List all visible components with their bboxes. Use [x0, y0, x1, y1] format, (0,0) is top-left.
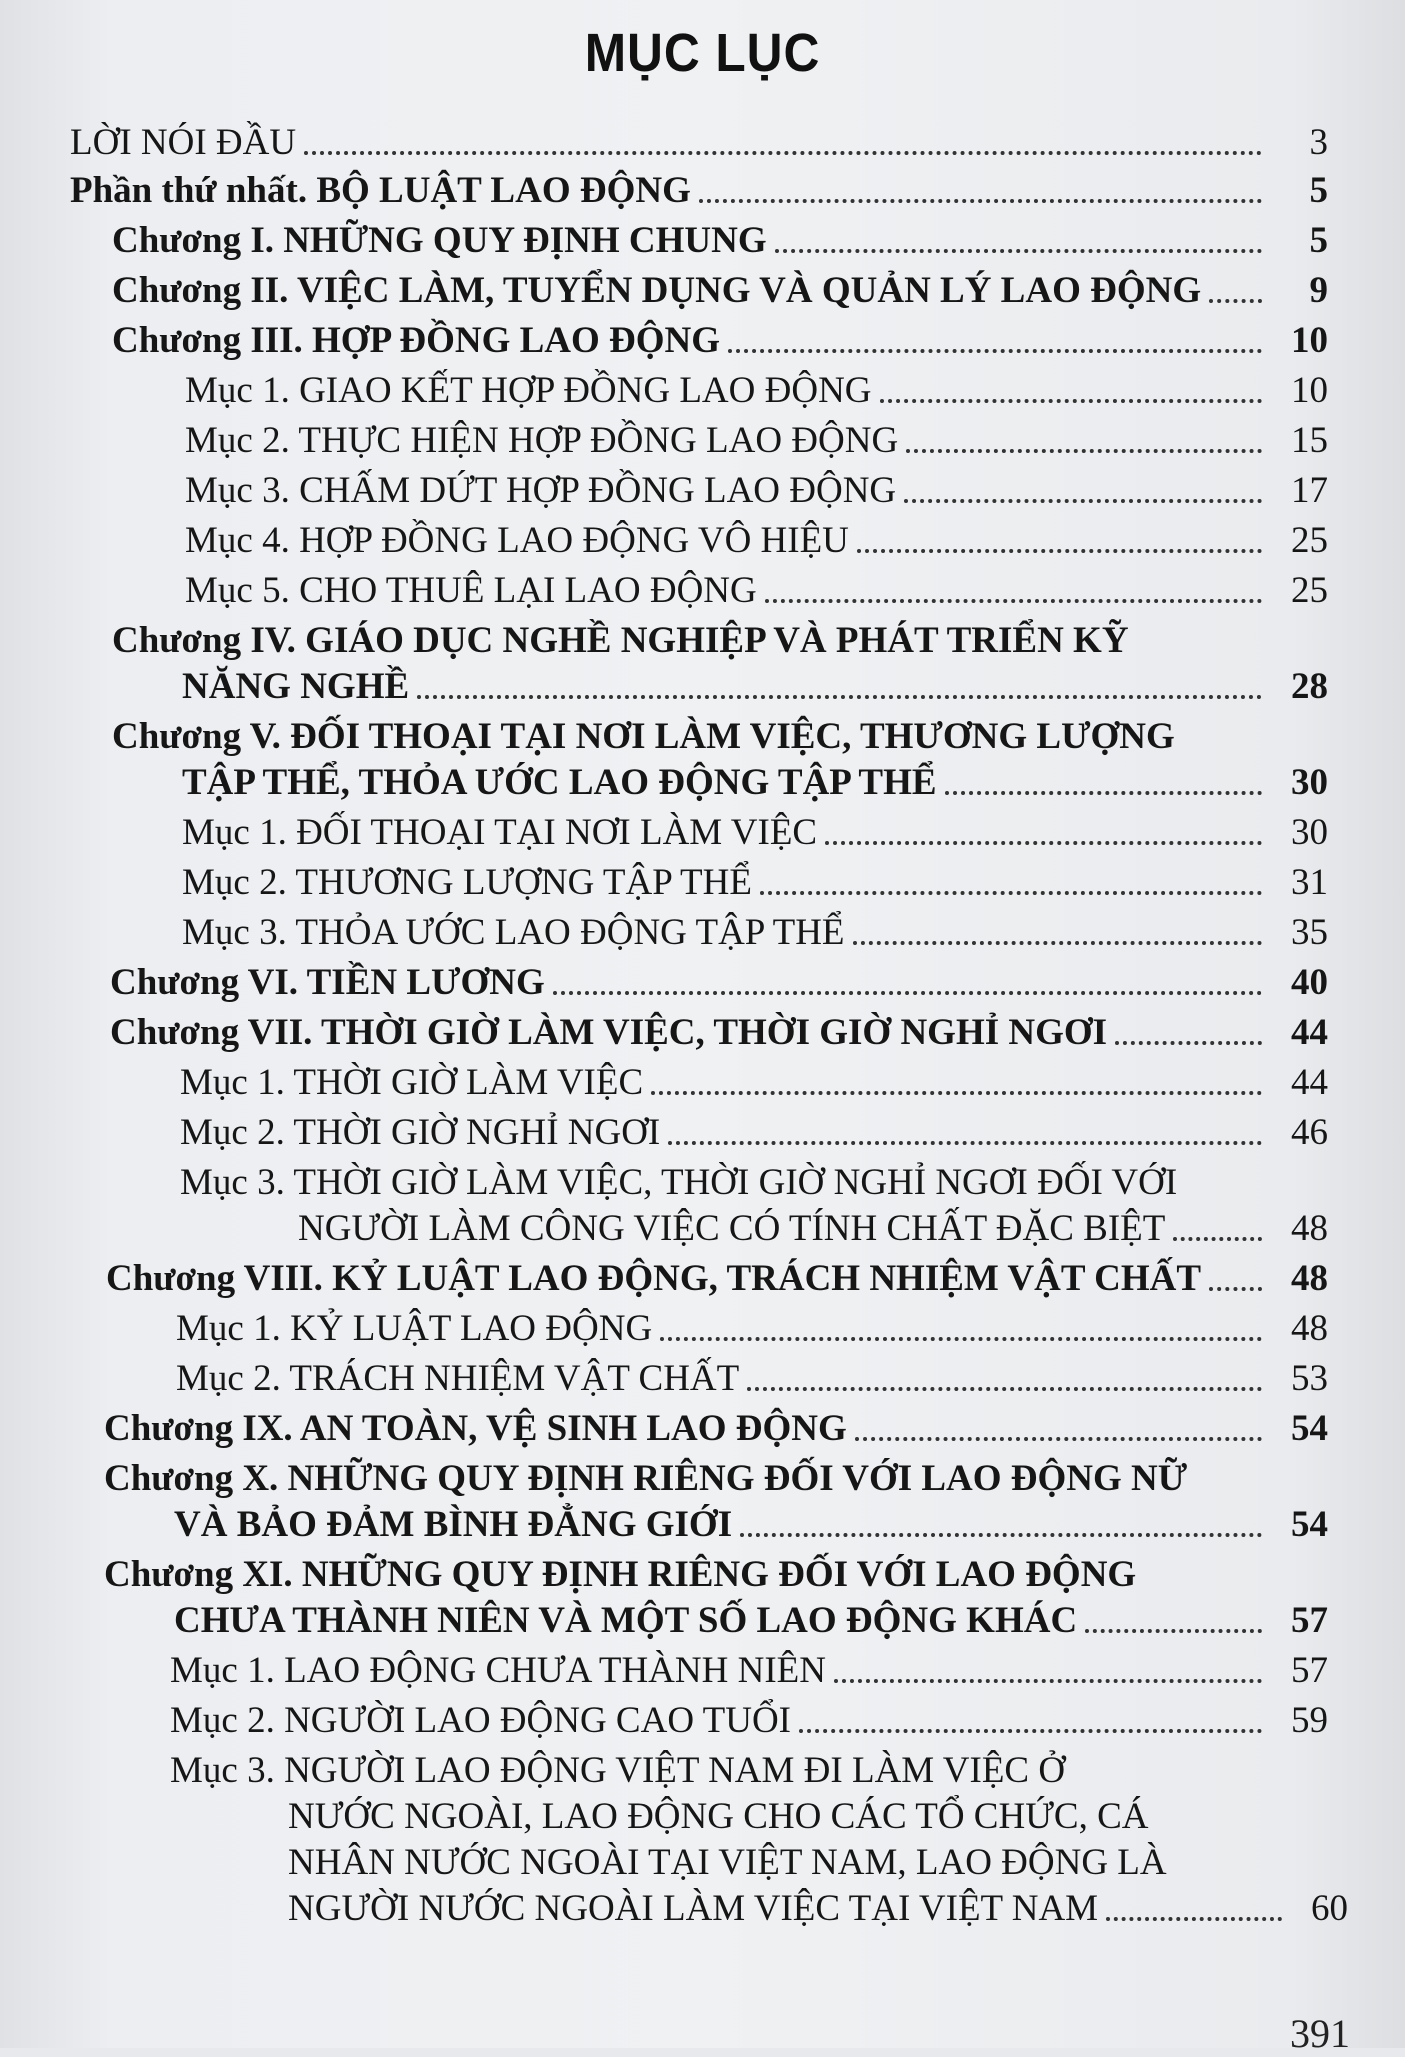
toc-entry-label: Mục 2. THỜI GIỜ NGHỈ NGƠI [180, 1112, 661, 1153]
toc-page-number: 54 [1291, 1504, 1328, 1545]
toc-entry-ch11-muc-3 [288, 1886, 1348, 1932]
toc-page-number: 40 [1291, 962, 1328, 1003]
toc-entry-ch8-muc-1 [176, 1306, 1328, 1352]
toc-entry-ch7-muc-1 [180, 1060, 1328, 1106]
toc-entry-chapter-1 [112, 218, 1328, 264]
toc-entry-label: Mục 2. THƯƠNG LƯỢNG TẬP THỂ [182, 862, 752, 903]
toc-page-number: 15 [1291, 420, 1328, 461]
toc-entry-chapter-11-line1: Chương XI. NHỮNG QUY ĐỊNH RIÊNG ĐỐI VỚI LAO ĐỘNG [104, 1554, 1137, 1595]
page-title: MỤC LỤC [584, 23, 821, 83]
toc-page-number: 28 [1291, 666, 1328, 707]
toc-page-number: 48 [1291, 1208, 1328, 1249]
leader-dots [1115, 1041, 1262, 1045]
toc-page-number: 44 [1291, 1062, 1328, 1103]
toc-entry-ch5-muc-3 [182, 910, 1328, 956]
toc-entry-part1 [70, 168, 1328, 214]
toc-entry-label: Mục 2. TRÁCH NHIỆM VẬT CHẤT [176, 1358, 740, 1399]
toc-page-number: 5 [1309, 220, 1328, 261]
toc-page-number: 5 [1309, 170, 1328, 211]
toc-page-number: 3 [1309, 122, 1328, 163]
leader-dots [1209, 299, 1262, 303]
toc-entry-chapter-3 [112, 318, 1328, 364]
toc-page-number: 57 [1291, 1650, 1328, 1691]
leader-dots [1085, 1629, 1262, 1633]
toc-entry-ch11-muc-3-line1: Mục 3. NGƯỜI LAO ĐỘNG VIỆT NAM ĐI LÀM VIỆC Ở [170, 1750, 1066, 1791]
toc-entry-label: Mục 1. THỜI GIỜ LÀM VIỆC [180, 1062, 644, 1103]
toc-entry-chapter-7 [110, 1010, 1328, 1056]
toc-entry-label: NGƯỜI LÀM CÔNG VIỆC CÓ TÍNH CHẤT ĐẶC BIỆT [298, 1208, 1166, 1249]
leader-dots [857, 549, 1262, 553]
toc-entry-label: NGƯỜI NƯỚC NGOÀI LÀM VIỆC TẠI VIỆT NAM [288, 1888, 1099, 1929]
toc-entry-chapter-8 [106, 1256, 1328, 1302]
toc-entry-label: VÀ BẢO ĐẢM BÌNH ĐẲNG GIỚI [174, 1504, 733, 1545]
toc-entry-label: Mục 1. GIAO KẾT HỢP ĐỒNG LAO ĐỘNG [185, 370, 872, 411]
toc-page-number: 10 [1291, 370, 1328, 411]
toc-page-number: 9 [1309, 270, 1328, 311]
toc-entry-chapter-9 [104, 1406, 1328, 1452]
toc-entry-ch7-muc-3 [298, 1206, 1328, 1252]
toc-entry-label: Mục 3. THỎA ƯỚC LAO ĐỘNG TẬP THỂ [182, 912, 845, 953]
toc-page-number: 25 [1291, 520, 1328, 561]
toc-entry-ch11-muc-3-line2: NƯỚC NGOÀI, LAO ĐỘNG CHO CÁC TỔ CHỨC, CÁ [288, 1796, 1149, 1837]
toc-page-number: 30 [1291, 812, 1328, 853]
toc-entry-ch3-muc-5 [185, 568, 1328, 614]
toc-entry-label: Chương II. VIỆC LÀM, TUYỂN DỤNG VÀ QUẢN LÝ LAO ĐỘNG [112, 270, 1202, 311]
toc-page-number: 57 [1291, 1600, 1328, 1641]
toc-entry-label: Mục 1. LAO ĐỘNG CHƯA THÀNH NIÊN [170, 1650, 826, 1691]
leader-dots [834, 1679, 1262, 1683]
toc-entry-label: Mục 3. CHẤM DỨT HỢP ĐỒNG LAO ĐỘNG [185, 470, 897, 511]
leader-dots [1209, 1287, 1262, 1291]
leader-dots [747, 1387, 1262, 1391]
leader-dots [1106, 1917, 1282, 1921]
leader-dots [799, 1729, 1262, 1733]
toc-entry-label: Mục 5. CHO THUÊ LẠI LAO ĐỘNG [185, 570, 757, 611]
toc-entry-ch3-muc-1 [185, 368, 1328, 414]
leader-dots [651, 1091, 1262, 1095]
toc-entry-label: Chương IX. AN TOÀN, VỆ SINH LAO ĐỘNG [104, 1408, 847, 1449]
toc-entry-ch11-muc-3-line3: NHÂN NƯỚC NGOÀI TẠI VIỆT NAM, LAO ĐỘNG LÀ [288, 1842, 1167, 1883]
leader-dots [904, 499, 1262, 503]
toc-page-number: 25 [1291, 570, 1328, 611]
toc-entry-label: Chương VIII. KỶ LUẬT LAO ĐỘNG, TRÁCH NHIỆM VẬT CHẤT [106, 1258, 1202, 1299]
leader-dots [417, 695, 1262, 699]
toc-page-number: 35 [1291, 912, 1328, 953]
toc-page-number: 59 [1291, 1700, 1328, 1741]
toc-entry-label: Mục 4. HỢP ĐỒNG LAO ĐỘNG VÔ HIỆU [185, 520, 849, 561]
leader-dots [853, 941, 1262, 945]
leader-dots [668, 1141, 1262, 1145]
toc-entry-chapter-10-line1: Chương X. NHỮNG QUY ĐỊNH RIÊNG ĐỐI VỚI LAO ĐỘNG NỮ [104, 1458, 1188, 1499]
toc-page-number: 17 [1291, 470, 1328, 511]
toc-page-number: 44 [1291, 1012, 1328, 1053]
toc-entry-chapter-2 [112, 268, 1328, 314]
toc-entry-chapter-4 [182, 664, 1328, 710]
toc-page-number: 46 [1291, 1112, 1328, 1153]
toc-page-number: 54 [1291, 1408, 1328, 1449]
toc-entry-ch11-muc-2 [170, 1698, 1328, 1744]
leader-dots [728, 349, 1262, 353]
leader-dots [660, 1337, 1262, 1341]
leader-dots [906, 449, 1262, 453]
leader-dots [740, 1533, 1262, 1537]
toc-entry-label: Chương VII. THỜI GIỜ LÀM VIỆC, THỜI GIỜ NGHỈ NGƠI [110, 1012, 1108, 1053]
toc-entry-label: Mục 2. THỰC HIỆN HỢP ĐỒNG LAO ĐỘNG [185, 420, 899, 461]
toc-page-number: 30 [1291, 762, 1328, 803]
toc-page-number: 48 [1291, 1308, 1328, 1349]
toc-entry-chapter-4-line1: Chương IV. GIÁO DỤC NGHỀ NGHIỆP VÀ PHÁT TRIỂN KỸ [112, 620, 1129, 661]
leader-dots [880, 399, 1262, 403]
toc-entry-ch7-muc-2 [180, 1110, 1328, 1156]
toc-entry-preface [70, 120, 1328, 166]
toc-entry-chapter-5-line1: Chương V. ĐỐI THOẠI TẠI NƠI LÀM VIỆC, THƯƠNG LƯỢNG [112, 716, 1175, 757]
leader-dots [760, 891, 1262, 895]
toc-entry-label: LỜI NÓI ĐẦU [70, 122, 297, 163]
toc-page-number: 10 [1291, 320, 1328, 361]
toc-page-number: 48 [1291, 1258, 1328, 1299]
toc-entry-ch3-muc-2 [185, 418, 1328, 464]
toc-entry-ch5-muc-1 [182, 810, 1328, 856]
toc-entry-label: CHƯA THÀNH NIÊN VÀ MỘT SỐ LAO ĐỘNG KHÁC [174, 1600, 1078, 1641]
toc-entry-ch5-muc-2 [182, 860, 1328, 906]
leader-dots [304, 151, 1262, 155]
toc-entry-ch11-muc-1 [170, 1648, 1328, 1694]
toc-entry-label: NĂNG NGHỀ [182, 666, 410, 707]
toc-page-number: 31 [1291, 862, 1328, 903]
leader-dots [699, 199, 1262, 203]
toc-entry-label: Mục 1. KỶ LUẬT LAO ĐỘNG [176, 1308, 653, 1349]
toc-entry-ch7-muc-3-line1: Mục 3. THỜI GIỜ LÀM VIỆC, THỜI GIỜ NGHỈ NGƠI ĐỐI VỚI [180, 1162, 1178, 1203]
toc-entry-ch3-muc-3 [185, 468, 1328, 514]
leader-dots [855, 1437, 1262, 1441]
leader-dots [945, 791, 1262, 795]
toc-entry-chapter-5 [182, 760, 1328, 806]
toc-entry-label: Mục 1. ĐỐI THOẠI TẠI NƠI LÀM VIỆC [182, 812, 818, 853]
leader-dots [825, 841, 1262, 845]
leader-dots [765, 599, 1262, 603]
toc-entry-chapter-10 [174, 1502, 1328, 1548]
toc-entry-label: Chương III. HỢP ĐỒNG LAO ĐỘNG [112, 320, 721, 361]
toc-page-number: 53 [1291, 1358, 1328, 1399]
leader-dots [775, 249, 1262, 253]
toc-entry-ch8-muc-2 [176, 1356, 1328, 1402]
toc-entry-label: Chương VI. TIỀN LƯƠNG [110, 962, 545, 1003]
toc-page-number: 60 [1311, 1888, 1348, 1929]
page-folio-number: 391 [1290, 2011, 1350, 2056]
toc-entry-label: Mục 2. NGƯỜI LAO ĐỘNG CAO TUỔI [170, 1700, 791, 1741]
toc-entry-ch3-muc-4 [185, 518, 1328, 564]
toc-entry-chapter-6 [110, 960, 1328, 1006]
toc-entry-label: Phần thứ nhất. BỘ LUẬT LAO ĐỘNG [70, 170, 691, 211]
toc-entry-chapter-11 [174, 1598, 1328, 1644]
toc-entry-label: Chương I. NHỮNG QUY ĐỊNH CHUNG [112, 220, 767, 261]
leader-dots [1173, 1237, 1262, 1241]
leader-dots [553, 991, 1262, 995]
toc-entry-label: TẬP THỂ, THỎA ƯỚC LAO ĐỘNG TẬP THỂ [182, 762, 937, 803]
